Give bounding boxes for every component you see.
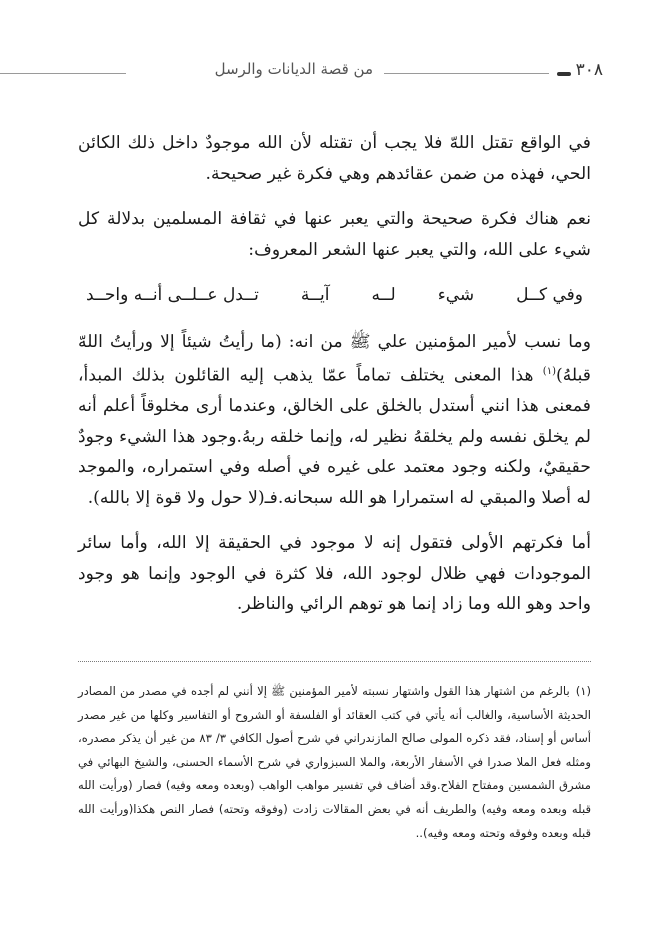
verse-part: شيء (437, 285, 475, 305)
footnote-text: بالرغم من اشتهار هذا القول واشتهار نسبته لأمير المؤمنين ﷺ إلا أنني لم أجده في مصدر من المصادر الحديثة الأساسية، والغالب أنه يأتي في كتب العقائد أو الفلسفة أو الشروح أو التفاسير وكلها من غير مصدر أساس أو إسناد، فقد ذكره المولى صالح المازندراني في شرح أصول الكافي ٣/ ٨٣ من غير أن يذكر مصدره، ومثله فعل الملا صدرا في الأسفار الأربعة، والملا السبزواري في شرح الأسماء الحسنى، والشيخ البهائي في مشرق الشمسين ومفتاح الفلاح.وقد أضاف في تفسير مواهب الواهب (وبعده ومعه وفيه) فصار (ورأيت الله قبله وبعده ومعه وفيه) والطريف أنه في بعض المقالات زادت (وفوقه وتحته) فصار النص هكذا(ورأيت الله قبله وبعده وفوقه وتحته ومعه وفيه).. (78, 684, 592, 840)
header-rule-right (384, 73, 549, 74)
paragraph-4: أما فكرتهم الأولى فتقول إنه لا موجود في الحقيقة إلا الله، وأما سائر الموجودات فهي ظلال لوجود الله، فلا كثرة في الوجود وإنما هو وجود واحد وهو الله وما زاد إنما هو توهم الرائي والناظر. (78, 533, 591, 615)
verse-part: آيــة (300, 285, 330, 305)
main-text (78, 128, 591, 635)
paragraph-1: في الواقع تقتل اللهّ فلا يجب أن تقتله لأن الله موجودٌ داخل ذلك الكائن الحي، فهذه من ضمن عقائدهم وهي فكرة غير صحيحة. (78, 133, 591, 184)
quote-text: وما نسب لأمير المؤمنين علي ﷺ من انه: (ما رأيتُ شيئاً إلا ورأيتُ اللهّ قبلهُ) (78, 331, 591, 386)
footnote (78, 680, 591, 845)
footnote-ref[interactable]: (١) (542, 366, 556, 377)
verse-part: تــدل عــلــى أنــه واحــد (86, 285, 259, 305)
footnote-divider (78, 661, 591, 662)
page-header (0, 60, 669, 84)
verse-part: لــه (371, 285, 396, 305)
header-rule-left (0, 73, 126, 74)
verse-part: وفي كــل (516, 285, 583, 305)
paragraph-2: نعم هناك فكرة صحيحة والتي يعبر عنها في ثقافة المسلمين بدلالة كل شيء على الله، والتي يعبر عنها الشعر المعروف: (78, 209, 591, 260)
poem-verse (78, 280, 591, 311)
header-dash (557, 72, 571, 76)
paragraph-3-rest: هذا المعنى يختلف تماماً عمّا يذهب إليه القائلون بذلك المبدأ، فمعنى هذا انني أستدل بالخلق على الخالق، وعندما أرى مخلوقاً أعلم أنه لم يخلق نفسه ولم يخلقهُ نظير له، وإنما خلقه ربهُ.وجود هذا الشيء وجودٌ حقيقيٌ، ولكنه وجود معتمد على غيره في أصله وفي استمراره، والموجد له أصلا والمبقي له استمرارا هو الله سبحانه.فـ(لا حول ولا قوة إلا بالله). (78, 365, 591, 508)
footnote-number: (١) (575, 684, 591, 698)
paragraph-3 (78, 327, 591, 514)
page-number: ٣٠٨ (575, 60, 603, 80)
running-title: من قصة الديانات والرسل (214, 60, 373, 78)
